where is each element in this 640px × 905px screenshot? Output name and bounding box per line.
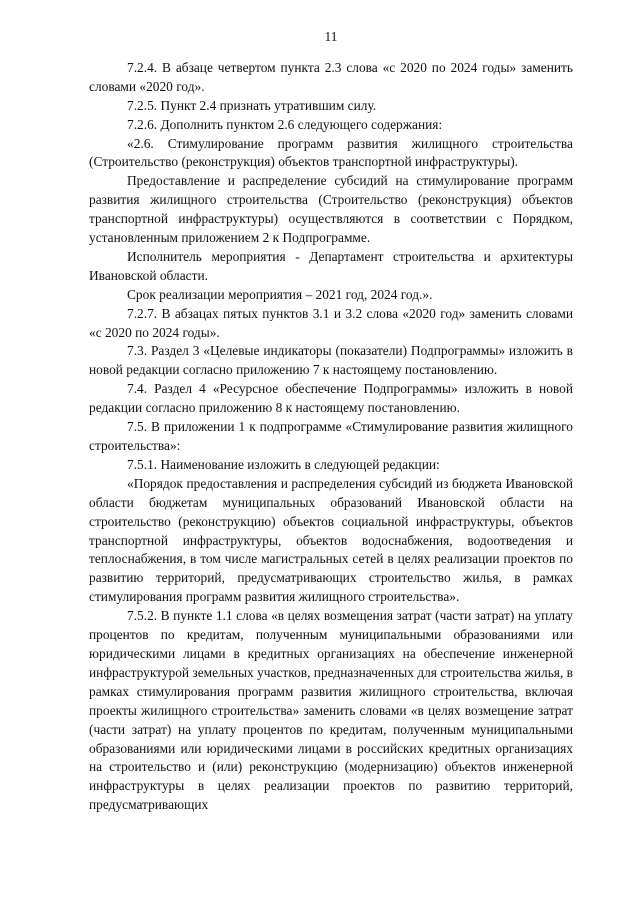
paragraph-2-6-title: «2.6. Стимулирование программ развития жилищного строительства (Строительство (реконструкция) объектов транспортной инфраструктуры).: [89, 135, 573, 170]
paragraph-subsidy-distribution: Предоставление и распределение субсидий на стимулирование программ развития жилищного строительства (Строительство (реконструкция) объектов транспортной инфраструктуры) осуществляются в соответствии с Порядком, установленным приложением 2 к Подпрограмме.: [89, 173, 573, 246]
paragraph-7-2-7: 7.2.7. В абзацах пятых пунктов 3.1 и 3.2 слова «2020 год» заменить словами «с 2020 по 2024 годы».: [89, 305, 573, 340]
paragraph-executor: Исполнитель мероприятия - Департамент строительства и архитектуры Ивановской области.: [89, 248, 573, 283]
paragraph-7-2-4: 7.2.4. В абзаце четвертом пункта 2.3 слова «с 2020 по 2024 годы» заменить словами «2020 год».: [89, 59, 573, 94]
document-page: [89, 28, 573, 815]
paragraph-7-5: 7.5. В приложении 1 к подпрограмме «Стимулирование развития жилищного строительства»:: [89, 419, 573, 454]
paragraph-7-2-5: 7.2.5. Пункт 2.4 признать утратившим силу.: [127, 97, 377, 113]
page-number: 11: [324, 29, 338, 44]
paragraph-7-4: 7.4. Раздел 4 «Ресурсное обеспечение Подпрограммы» изложить в новой редакции согласно приложению 8 к настоящему постановлению.: [89, 381, 573, 416]
paragraph-implementation-period: Срок реализации мероприятия – 2021 год, 2024 год.».: [127, 286, 433, 302]
paragraph-7-3: 7.3. Раздел 3 «Целевые индикаторы (показатели) Подпрограммы» изложить в новой редакции согласно приложению 7 к настоящему постановлению.: [89, 343, 573, 378]
paragraph-7-2-6: 7.2.6. Дополнить пунктом 2.6 следующего содержания:: [127, 116, 443, 132]
paragraph-7-5-2: 7.5.2. В пункте 1.1 слова «в целях возмещения затрат (части затрат) на уплату процентов по кредитам, полученным муниципальными образованиями или юридическими лицами в кредитных организациях на обеспечение инженерной инфраструктурой земельных участков, предназначенных для строительства жилья, в рамках стимулирования программ развития жилищного строительства, включая проекты жилищного строительства» заменить словами «в целях возмещение затрат (части затрат) на уплату процентов по кредитам, полученным муниципальными образованиями или юридическими лицами в российских кредитных организациях на строительство и (или) реконструкцию (модернизацию) объектов инженерной инфраструктуры в целях реализации проектов по развитию территорий, предусматривающих: [89, 608, 573, 813]
paragraph-7-5-1: 7.5.1. Наименование изложить в следующей редакции:: [127, 456, 440, 472]
paragraph-procedure-title: «Порядок предоставления и распределения субсидий из бюджета Ивановской области бюджетам муниципальных образований Ивановской области на строительство (реконструкцию) объектов социальной инфраструктуры, объектов транспортной инфраструктуры, объектов водоснабжения, водоотведения и теплоснабжения, в том числе магистральных сетей в целях реализации проектов по развитию территорий, предусматривающих строительство жилья, в рамках стимулирования программ развития жилищного строительства».: [89, 475, 573, 605]
